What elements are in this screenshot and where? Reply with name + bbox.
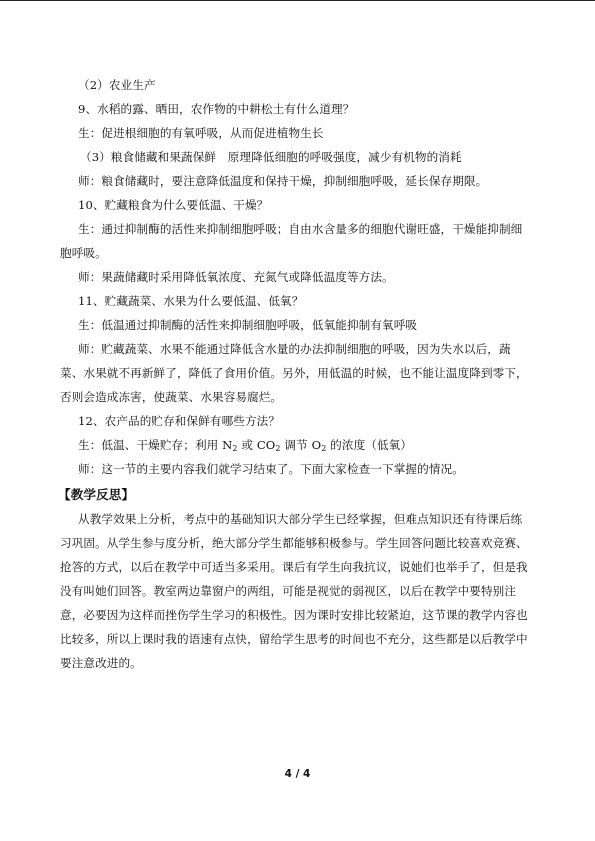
- answer-12-part3: 调节 O: [280, 438, 322, 452]
- reflection-line-7: 要注意改进的。: [60, 656, 142, 670]
- section-heading-storage: （3）粮食储藏和果蔬保鲜 原理降低细胞的呼吸强度，减少有机物的消耗: [80, 150, 462, 164]
- question-9: 9、水稻的露、晒田，农作物的中耕松土有什么道理？: [78, 102, 355, 116]
- answer-12-part2: 或 CO: [237, 438, 276, 452]
- teacher-closing-line: 师：这一节的主要内容我们就学习结束了。下面大家检查一下掌握的情况。: [78, 462, 464, 476]
- answer-12-part1: 生：低温、干燥贮存；利用 N: [78, 438, 233, 452]
- teacher-line-fruit: 师：果蔬储藏时采用降低氧浓度、充氮气或降低温度等方法。: [78, 270, 394, 284]
- answer-12-part4: 的浓度（低氧）: [326, 438, 413, 452]
- reflection-line-6: 比较多，所以上课时我的语速有点快，留给学生思考的时间也不充分，这些都是以后教学中: [60, 632, 528, 646]
- reflection-line-3: 抢答的方式，以后在教学中可适当多采用。课后有学生向我抗议，说她们也举手了，但是我: [60, 560, 528, 574]
- student-answer-10-line2: 胞呼吸。: [60, 246, 107, 260]
- question-10: 10、贮藏粮食为什么要低温、干燥？: [78, 198, 269, 212]
- section-heading-agriculture: （2）农业生产: [78, 78, 156, 92]
- question-11: 11、贮藏蔬菜、水果为什么要低温、低氧？: [78, 294, 304, 308]
- reflection-line-4: 没有叫她们回答。教室两边靠窗户的两组，可能是视觉的弱视区，以后在教学中要特别注: [60, 584, 517, 598]
- teacher-line-11-line2: 菜、水果就不再新鲜了，降低了食用价值。另外，用低温的时候，也不能让温度降到零下，: [60, 366, 528, 380]
- subscript-2: 2: [321, 444, 327, 453]
- teacher-line-11-line3: 否则会造成冻害，使蔬菜、水果容易腐烂。: [60, 390, 283, 404]
- reflection-heading: 【教学反思】: [58, 487, 135, 502]
- student-answer-9: 生：促进根细胞的有氧呼吸，从而促进植物生长: [78, 126, 324, 140]
- reflection-line-2: 习巩固。从学生参与度分析，绝大部分学生都能够积极参与。学生回答问题比较喜欢竞赛、: [60, 536, 528, 550]
- teacher-line-11-line1: 师：贮藏蔬菜、水果不能通过降低含水量的办法抑制细胞的呼吸，因为失水以后，蔬: [78, 342, 511, 356]
- reflection-line-5: 意，必要因为这样而挫伤学生学习的积极性。因为课时安排比较紧迫，这节课的教学内容也: [60, 608, 528, 622]
- student-answer-10-line1: 生：通过抑制酶的活性来抑制细胞呼吸；自由水含量多的细胞代谢旺盛，干燥能抑制细: [78, 222, 523, 236]
- teacher-line-grain: 师：粮食储藏时，要注意降低温度和保持干燥，抑制细胞呼吸，延长保存期限。: [78, 174, 488, 188]
- subscript-2: 2: [275, 444, 281, 453]
- page-number: 4 / 4: [284, 768, 311, 780]
- subscript-2: 2: [232, 444, 238, 453]
- question-12: 12、农产品的贮存和保鲜有哪些方法？: [78, 414, 281, 428]
- student-answer-12: [78, 438, 550, 456]
- student-answer-11: 生：低温通过抑制酶的活性来抑制细胞呼吸，低氧能抑制有氧呼吸: [78, 318, 418, 332]
- reflection-line-1: 从教学效果上分析，考点中的基础知识大部分学生已经掌握，但难点知识还有待课后练: [78, 512, 523, 526]
